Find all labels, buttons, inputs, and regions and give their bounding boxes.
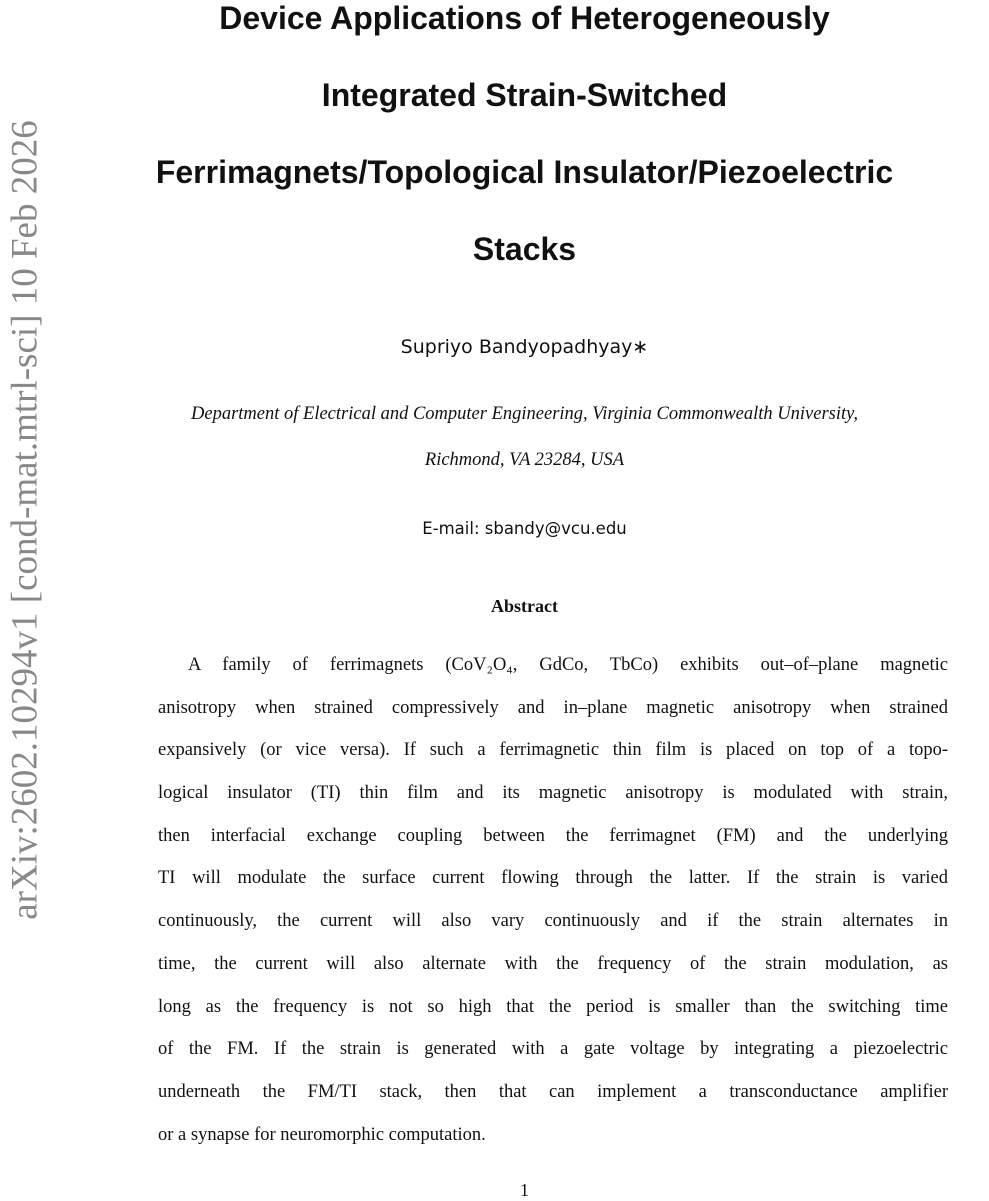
title-line: Integrated Strain-Switched xyxy=(321,77,728,113)
affiliation-line: Richmond, VA 23284, USA xyxy=(424,450,625,470)
author: Supriyo Bandyopadhyay∗ xyxy=(400,336,649,358)
abstract-line: or a synapse for neuromorphic computation. xyxy=(158,1124,486,1145)
abstract-line: then interfacial exchange coupling between the ferrimagnet (FM) and the underlying xyxy=(158,825,948,846)
abstract-body xyxy=(158,650,948,1162)
title-line: Stacks xyxy=(472,231,577,267)
abstract-line: of the FM. If the strain is generated with a gate voltage by integrating a piezoelectric xyxy=(158,1039,948,1060)
abstract-line: continuously, the current will also vary continuously and if the strain alternates in xyxy=(158,911,948,932)
email: E-mail: sbandy@vcu.edu xyxy=(422,519,627,538)
abstract-line: time, the current will also alternate with the frequency of the strain modulation, as xyxy=(158,953,948,974)
title-line: Ferrimagnets/Topological Insulator/Piezoelectric xyxy=(155,154,894,190)
affiliation-line: Department of Electrical and Computer Engineering, Virginia Commonwealth University, xyxy=(191,404,858,424)
abstract-line: logical insulator (TI) thin film and its magnetic anisotropy is modulated with strain, xyxy=(158,783,948,804)
arxiv-stamp: arXiv:2602.10294v1 [cond-mat.mtrl-sci] 10 Feb 2026 xyxy=(4,120,46,920)
abstract-line: long as the frequency is not so high that the period is smaller than the switching time xyxy=(158,996,948,1017)
title-line: Device Applications of Heterogeneously xyxy=(219,0,830,36)
abstract-line: anisotropy when strained compressively and in–plane magnetic anisotropy when strained xyxy=(158,697,948,718)
abstract-line: A family of ferrimagnets (CoV₂O₄, GdCo, TbCo) exhibits out–of–plane magnetic xyxy=(188,655,948,675)
abstract-line: expansively (or vice versa). If such a ferrimagnetic thin film is placed on top of a topo- xyxy=(158,740,948,761)
page-number: 1 xyxy=(520,1180,529,1200)
abstract-heading: Abstract xyxy=(491,596,558,616)
abstract-line: underneath the FM/TI stack, then that can implement a transconductance amplifier xyxy=(158,1081,948,1102)
abstract-line: TI will modulate the surface current flowing through the latter. If the strain is varied xyxy=(158,868,948,889)
